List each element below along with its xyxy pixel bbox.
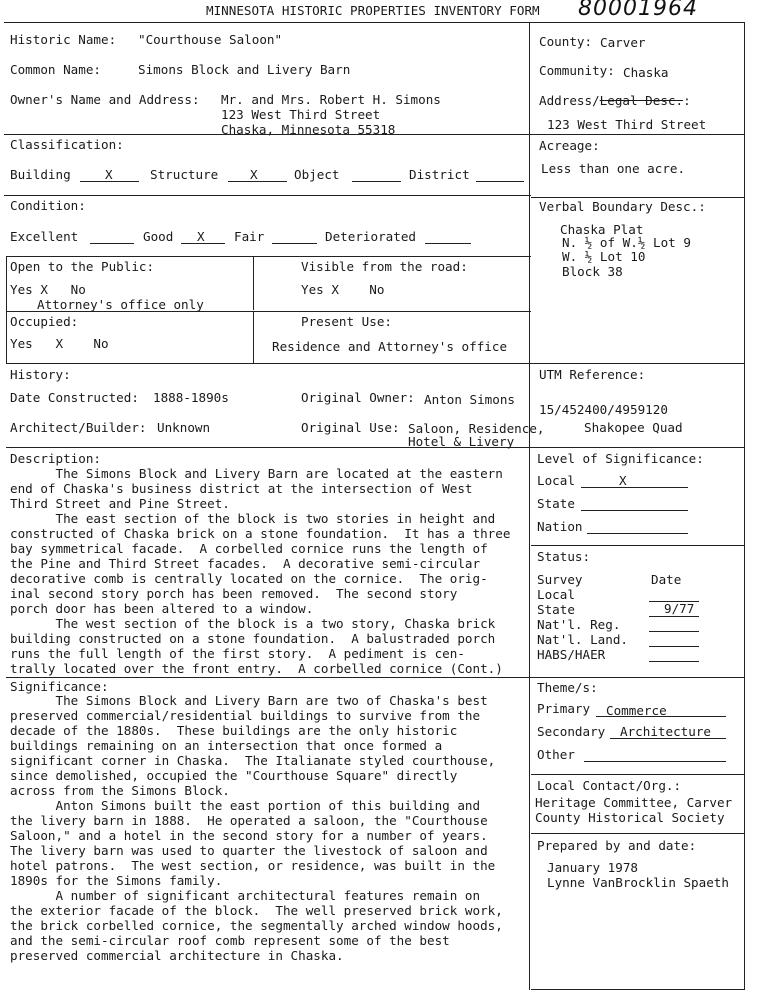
boundary-line-1: Chaska Plat (560, 222, 644, 237)
county-value: Carver (600, 35, 646, 50)
level-state-label: State (537, 496, 575, 511)
deteriorated-label: Deteriorated (325, 229, 416, 244)
owner-city: Chaska, Minnesota 55318 (221, 122, 396, 137)
county-label: County: (539, 34, 593, 49)
original-use-value-2: Hotel & Livery (408, 434, 515, 449)
status-label: Status: (537, 549, 591, 564)
status-natl-reg-underline (649, 631, 699, 632)
level-nation-underline (587, 533, 688, 534)
history-label: History: (10, 367, 71, 382)
significance-label: Significance: (10, 679, 109, 694)
owner-street: 123 West Third Street (221, 107, 381, 122)
occupied-label: Occupied: (10, 314, 79, 329)
utm-quad: Shakopee Quad (584, 420, 683, 435)
form-title: MINNESOTA HISTORIC PROPERTIES INVENTORY FORM (206, 3, 540, 18)
visible-label: Visible from the road: (301, 259, 468, 274)
form-right-border (744, 22, 745, 990)
column-divider (529, 22, 530, 990)
row-divider (6, 256, 531, 257)
fair-label: Fair (234, 229, 265, 244)
open-to-public-label: Open to the Public: (10, 259, 155, 274)
theme-primary-value: Commerce (606, 703, 667, 718)
row-divider (531, 774, 745, 775)
excellent-label: Excellent (10, 229, 79, 244)
present-use-value: Residence and Attorney's office (272, 339, 508, 354)
status-state-date: 9/77 (664, 601, 695, 616)
theme-secondary-underline (610, 738, 726, 739)
status-state: State (537, 602, 575, 617)
theme-primary-underline (596, 716, 726, 717)
prepared-name: Lynne VanBrocklin Spaeth (547, 875, 729, 890)
significance-text: The Simons Block and Livery Barn are two of Chaska's best preserved commercial/residential buildings to survive from the decade of the 1880s. These buildings are the only historic buildings remaining on an intersection that once formed a significant corner in Chaska. The Italianate styled courthouse, since demolished, occupied the "Courthouse Square" directly across from the Simons Block. Anton Simons built the east portion of this building and the livery barn in 1888. He operated a saloon, the "Courthouse Saloon," and a hotel in the second story for a number of years. The livery barn was used to quarter the livestock of saloon and hotel patrons. The west section, or residence, was built in the 1890s for the Simons family. A number of significant architectural features remain on the exterior facade of the block. The well preserved brick work, the brick corbelled cornice, the segmentally arched window hoods, and the semi-circular roof comb represent some of the best preserved commercial architecture in Chaska. (10, 693, 503, 963)
form-bottom-border (531, 989, 745, 990)
level-local-mark: X (619, 473, 627, 488)
status-natl-land-underline (649, 646, 699, 647)
structure-label: Structure (150, 167, 219, 182)
contact-line-1: Heritage Committee, Carver (535, 795, 733, 810)
theme-secondary-label: Secondary (537, 724, 606, 739)
historic-name-value: "Courthouse Saloon" (138, 32, 283, 47)
architect-label: Architect/Builder: (10, 420, 147, 435)
structure-mark: X (250, 167, 258, 182)
verbal-boundary-label: Verbal Boundary Desc.: (539, 199, 706, 214)
left-border-segment (6, 256, 7, 364)
prepared-date: January 1978 (547, 860, 638, 875)
boundary-line-4: Block 38 (562, 264, 623, 279)
community-label: Community: (539, 63, 615, 78)
row-divider (531, 833, 745, 834)
classification-label: Classification: (10, 137, 124, 152)
row-divider (6, 363, 745, 364)
theme-other-label: Other (537, 747, 575, 762)
deteriorated-underline (425, 243, 471, 244)
acreage-value: Less than one acre. (541, 161, 686, 176)
district-label: District (409, 167, 470, 182)
description-label: Description: (10, 451, 101, 466)
status-date-header: Date (651, 572, 682, 587)
public-visible-divider (253, 256, 254, 310)
status-local: Local (537, 587, 575, 602)
common-name-value: Simons Block and Livery Barn (138, 62, 351, 77)
theme-label: Theme/s: (537, 680, 598, 695)
district-underline (476, 181, 524, 182)
original-use-value-1: Saloon, Residence, (408, 421, 545, 436)
condition-label: Condition: (10, 198, 86, 213)
row-divider (6, 447, 745, 448)
object-underline (352, 181, 401, 182)
contact-line-2: County Historical Society (535, 810, 725, 825)
original-use-label: Original Use: (301, 420, 400, 435)
row-divider (531, 197, 745, 198)
handwritten-reference-number: 80001964 (578, 0, 698, 21)
status-natl-land: Nat'l. Land. (537, 632, 628, 647)
status-state-underline (649, 616, 699, 617)
row-divider (6, 677, 745, 678)
building-mark: X (105, 167, 113, 182)
historic-name-label: Historic Name: (10, 32, 117, 47)
owner-name: Mr. and Mrs. Robert H. Simons (221, 92, 441, 107)
level-of-significance-label: Level of Significance: (537, 451, 704, 466)
present-use-label: Present Use: (301, 314, 392, 329)
theme-secondary-value: Architecture (620, 724, 711, 739)
excellent-underline (90, 243, 134, 244)
architect-value: Unknown (157, 420, 211, 435)
occupied-use-divider (253, 312, 254, 364)
prepared-label: Prepared by and date: (537, 838, 697, 853)
community-value: Chaska (623, 65, 669, 80)
date-constructed-label: Date Constructed: (10, 390, 139, 405)
status-habs-underline (649, 661, 699, 662)
status-habs: HABS/HAER (537, 647, 606, 662)
open-to-public-note: Attorney's office only (37, 297, 204, 312)
utm-value: 15/452400/4959120 (539, 402, 668, 417)
theme-primary-label: Primary (537, 701, 591, 716)
boundary-line-2: N. ½ of W.½ Lot 9 (562, 235, 691, 250)
object-label: Object (294, 167, 340, 182)
good-mark: X (197, 229, 205, 244)
original-owner-value: Anton Simons (424, 392, 515, 407)
level-state-underline (581, 510, 688, 511)
row-divider (4, 195, 531, 196)
level-local-label: Local (537, 473, 575, 488)
open-to-public-value: Yes X No (10, 282, 86, 297)
common-name-label: Common Name: (10, 62, 101, 77)
date-constructed-value: 1888-1890s (153, 390, 229, 405)
acreage-label: Acreage: (539, 138, 600, 153)
visible-value: Yes X No (301, 282, 385, 297)
address-value: 123 West Third Street (547, 117, 707, 132)
theme-other-underline (584, 761, 726, 762)
good-label: Good (143, 229, 174, 244)
original-owner-label: Original Owner: (301, 390, 415, 405)
building-label: Building (10, 167, 71, 182)
description-text: The Simons Block and Livery Barn are located at the eastern end of Chaska's business district at the intersection of West Third Street and Pine Street. The east section of the block is two stories in height and constructed of Chaska brick on a stone foundation. It has a three bay symmetrical facade. A corbelled cornice runs the length of the Pine and Third Street facades. A decorative semi-circular decorative comb is centrally located on the cornice. The orig- inal second story porch has been removed. The second story porch door has been altered to a window. The west section of the block is a two story, Chaska brick building constructed on a stone foundation. A balustraded porch runs the full length of the first story. A pediment is cen- trally located over the front entry. A corbelled cornice (Cont.) (10, 466, 511, 676)
occupied-value: Yes X No (10, 336, 109, 351)
fair-underline (272, 243, 317, 244)
status-survey: Survey (537, 572, 583, 587)
address-label: Address/Legal Desc.: (539, 93, 691, 108)
level-local-underline (581, 487, 688, 488)
row-divider (531, 545, 745, 546)
contact-label: Local Contact/Org.: (537, 778, 682, 793)
utm-label: UTM Reference: (539, 367, 646, 382)
level-nation-label: Nation (537, 519, 583, 534)
status-natl-reg: Nat'l. Reg. (537, 617, 621, 632)
owner-label: Owner's Name and Address: (10, 92, 200, 107)
form-top-border (4, 22, 745, 23)
boundary-line-3: W. ½ Lot 10 (562, 249, 646, 264)
